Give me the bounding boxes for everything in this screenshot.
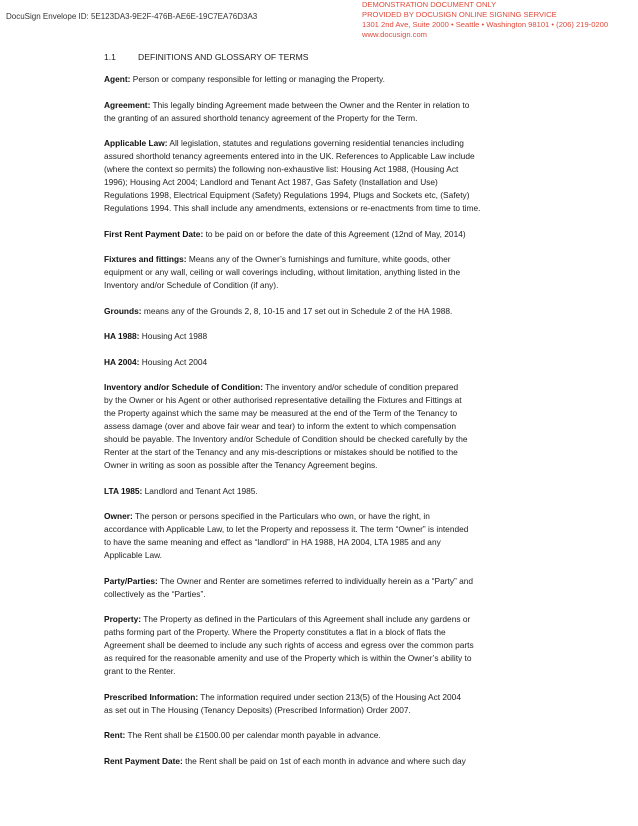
definition-text: Housing Act 1988 — [141, 331, 208, 341]
definition-term: Party/Parties: — [104, 575, 158, 586]
definition-text: The Rent shall be £1500.00 per calendar month payable in advance. — [127, 730, 381, 740]
definition-term: Inventory and/or Schedule of Condition: — [104, 382, 263, 392]
section-heading — [104, 52, 308, 62]
definition-item — [104, 356, 534, 369]
definition-term: Fixtures and fittings: — [104, 254, 187, 264]
definition-item — [104, 137, 534, 215]
definition-term: LTA 1985: — [104, 485, 143, 496]
definition-item — [104, 729, 534, 742]
definition-text: The Owner and Renter are sometimes referred to individually herein as a “Party” and collectively as the “Parties”. — [104, 575, 474, 599]
definition-text: The person or persons specified in the Particulars who own, or have the right, in accordance with Applicable Law, to let the Property and repossess it. The term “Owner” is intended to have the same meaning and effect as “landlord” in HA 1988, HA 2004, LTA 1985 and any Applicable Law. — [104, 511, 469, 560]
definition-text: to be paid on or before the date of this Agreement (12nd of May, 2014) — [205, 228, 466, 239]
definition-text: Housing Act 2004 — [141, 356, 208, 367]
definition-item — [104, 755, 534, 768]
definition-term: Agreement: — [104, 99, 151, 110]
definition-term: HA 2004: — [104, 356, 140, 367]
definition-term: Applicable Law: — [104, 138, 168, 148]
demonstration-notice — [362, 0, 608, 40]
definition-item — [104, 330, 534, 343]
definition-item — [104, 381, 534, 472]
definition-text: The information required under section 213(5) of the Housing Act 2004 as set out in The Housing (Tenancy Deposits) (Prescribed Information) Order 2007. — [104, 691, 461, 715]
definition-term: Agent: — [104, 74, 131, 84]
definition-item — [104, 510, 534, 562]
demo-line-2: PROVIDED BY DOCUSIGN ONLINE SIGNING SERVICE — [362, 9, 557, 19]
definition-text: This legally binding Agreement made between the Owner and the Renter in relation to the granting of an assured shorthold tenancy agreement of the Property for the Term. — [104, 99, 470, 123]
definition-text: Person or company responsible for letting or managing the Property. — [132, 74, 385, 84]
section-number: 1.1 — [104, 52, 116, 62]
definition-item — [104, 305, 534, 318]
definition-item — [104, 485, 534, 498]
definition-text: All legislation, statutes and regulations governing residential tenancies including assured shorthold tenancy agreements entered into in the UK. References to Applicable Law include (where the context so permits) the following non-exhaustive list: Housing Act 1988, (Housing Act 1996); Housing Act 2004; Landlord and Tenant Act 1987, Gas Safety (Installation and Use) Regulations 1998, Electrical Equipment (Safety) Regulations 1994, Plugs and Sockets etc, (Safety) Regulations 1994. This shall include any amendments, extensions or re-enactments from time to time. — [104, 138, 481, 213]
demo-line-1: DEMONSTRATION DOCUMENT ONLY — [362, 0, 497, 9]
section-title: DEFINITIONS AND GLOSSARY OF TERMS — [138, 52, 309, 62]
definition-item — [104, 73, 534, 86]
definition-text: Landlord and Tenant Act 1985. — [144, 485, 258, 496]
definition-term: Property: — [104, 614, 142, 624]
definition-text: Means any of the Owner’s furnishings and furniture, white goods, other equipment or any wall, ceiling or wall coverings including, without limitation, anything listed in the Inventory and/or Schedule of Condition (if any). — [104, 254, 461, 290]
definition-text: the Rent shall be paid on 1st of each month in advance and where such day — [185, 755, 466, 766]
definition-item — [104, 99, 534, 125]
docusign-envelope-id: DocuSign Envelope ID: 5E123DA3-9E2F-476B-AE6E-19C7EA76D3A3 — [6, 12, 258, 21]
definitions-list — [104, 73, 534, 780]
definition-text: The inventory and/or schedule of condition prepared by the Owner or his Agent or other authorised representative detailing the Fixtures and Fittings at the Property against which the same may be measured at the end of the Term of the Tenancy to assess damage (over and above fair wear and tear) to inform the extent to which compensation should be payable. The Inventory and/or Schedule of Condition should be checked carefully by the Renter at the start of the Tenancy and any mis-descriptions or mistakes should be notified to the Owner in writing as soon as possible after the Tenancy Agreement begins. — [104, 382, 468, 470]
definition-item — [104, 613, 534, 678]
definition-text: The Property as defined in the Particulars of this Agreement shall include any gardens or paths forming part of the Property. Where the Property constitutes a flat in a block of flats the Agreement shall be deemed to include any such rights of access and egress over the common parts as required for the reasonable amenity and use of the Property which is within the Owner’s ability to grant to the Renter. — [104, 614, 474, 676]
definition-term: Rent: — [104, 730, 126, 740]
definition-item — [104, 228, 534, 241]
definition-term: Owner: — [104, 511, 133, 521]
definition-term: HA 1988: — [104, 331, 140, 341]
definition-term: Rent Payment Date: — [104, 755, 183, 766]
definition-item — [104, 691, 534, 717]
definition-term: Prescribed Information: — [104, 691, 199, 702]
definition-term: First Rent Payment Date: — [104, 228, 204, 239]
definition-item — [104, 575, 534, 601]
demo-line-4: www.docusign.com — [362, 29, 427, 39]
demo-line-3: 1301 2nd Ave, Suite 2000 • Seattle • Washington 98101 • (206) 219-0200 — [362, 19, 609, 29]
definition-text: means any of the Grounds 2, 8, 10-15 and 17 set out in Schedule 2 of the HA 1988. — [143, 305, 453, 316]
definition-term: Grounds: — [104, 305, 142, 316]
definition-item — [104, 253, 534, 292]
